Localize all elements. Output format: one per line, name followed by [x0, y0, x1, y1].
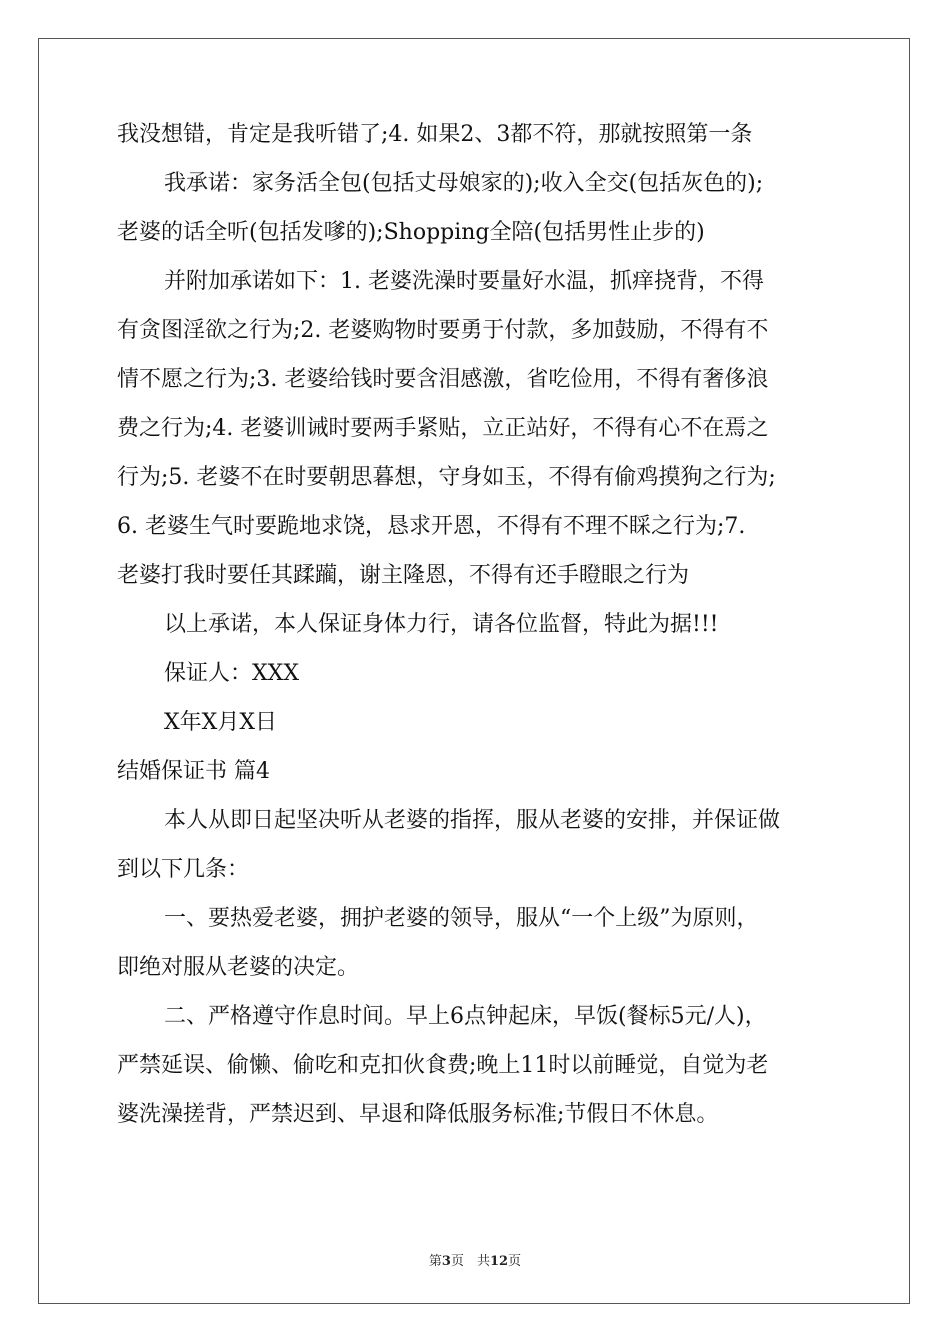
- text-line: 有贪图淫欲之行为;2. 老婆购物时要勇于付款，多加鼓励，不得有不: [117, 318, 769, 343]
- page-footer: [0, 1250, 950, 1269]
- section-heading: 结婚保证书 篇4: [117, 759, 270, 784]
- text-line: 到以下几条：: [117, 857, 250, 882]
- text-line: 即绝对服从老婆的决定。: [117, 955, 360, 980]
- text-line: 并附加承诺如下：1. 老婆洗澡时要量好水温，抓痒挠背，不得: [164, 269, 764, 294]
- text-line: 费之行为;4. 老婆训诫时要两手紧贴，立正站好，不得有心不在焉之: [117, 416, 769, 441]
- text-line: 严禁延误、偷懒、偷吃和克扣伙食费;晚上11时以前睡觉，自觉为老: [117, 1053, 769, 1078]
- date-line: X年X月X日: [164, 710, 277, 735]
- text-line: 一、要热爱老婆，拥护老婆的领导，服从“一个上级”为原则，: [164, 906, 759, 931]
- text-line: 我没想错，肯定是我听错了;4. 如果2、3都不符，那就按照第一条: [117, 122, 753, 147]
- page-label-pre: 第: [428, 1254, 442, 1269]
- page-label-post: 页: [508, 1254, 522, 1269]
- text-line: 以上承诺，本人保证身体力行，请各位监督，特此为据!!!: [164, 612, 719, 637]
- text-line: 老婆的话全听(包括发嗲的);Shopping全陪(包括男性止步的): [117, 220, 705, 245]
- text-line: 行为;5. 老婆不在时要朝思暮想，守身如玉，不得有偷鸡摸狗之行为;: [117, 465, 776, 490]
- text-line: 婆洗澡搓背，严禁迟到、早退和降低服务标准;节假日不休息。: [117, 1102, 719, 1127]
- page-number: 3: [441, 1254, 451, 1269]
- text-line: 本人从即日起坚决听从老婆的指挥，服从老婆的安排，并保证做: [164, 808, 781, 833]
- text-line: 二、严格遵守作息时间。早上6点钟起床，早饭(餐标5元/人)，: [164, 1004, 767, 1029]
- page-label-mid: 页 共: [450, 1254, 490, 1269]
- document-body: [117, 120, 837, 1149]
- text-line: 情不愿之行为;3. 老婆给钱时要含泪感激，省吃俭用，不得有奢侈浪: [117, 367, 769, 392]
- signer-line: 保证人：XXX: [164, 661, 299, 686]
- text-line: 我承诺：家务活全包(包括丈母娘家的);收入全交(包括灰色的);: [164, 171, 764, 196]
- total-pages: 12: [489, 1254, 509, 1269]
- text-line: 6. 老婆生气时要跪地求饶，恳求开恩，不得有不理不睬之行为;7.: [117, 514, 746, 539]
- text-line: 老婆打我时要任其蹂躏，谢主隆恩，不得有还手瞪眼之行为: [117, 563, 690, 588]
